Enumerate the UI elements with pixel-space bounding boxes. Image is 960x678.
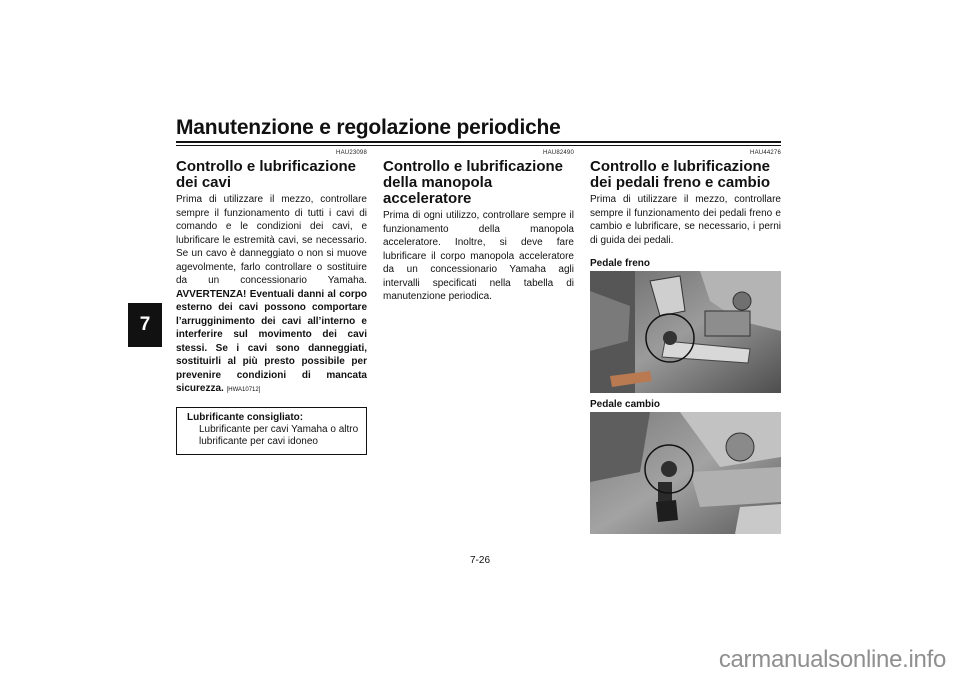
section-heading: Controllo e lubrificazione dei pedali freno e cambio [590, 158, 771, 191]
figure-label-shift: Pedale cambio [590, 399, 661, 410]
section-pedals [590, 150, 781, 534]
chapter-tab: 7 [128, 303, 162, 347]
note-title: Lubrificante consigliato: [187, 411, 304, 423]
section-body: Prima di ogni utilizzo, controllare sempre il funzionamento della manopola acceleratore. Inoltre, si deve fare lubrificare il corpo manopola acceleratore da un concessionario Yamaha agli intervalli specificati nella tabella di manutenzione periodica. [383, 210, 574, 302]
section-throttle [383, 150, 574, 304]
section-code: HAU82490 [543, 150, 574, 156]
shift-pedal-photo [590, 412, 781, 534]
section-code: HAU23098 [336, 150, 367, 156]
section-cables [176, 150, 367, 455]
section-heading: Controllo e lubrificazione dei cavi [176, 158, 357, 191]
body-text: Prima di utilizzare il mezzo, controllare sempre il funzionamento di tutti i cavi di comando e le condizioni dei cavi, e lubrificare le estremità cavi, se necessario. Se un cavo è danneggiato o non si muove agevolmente, farlo controllare o sostituire da un concessionario Yamaha. [176, 194, 367, 286]
figure-label-brake: Pedale freno [590, 258, 651, 269]
note-text: Lubrificante per cavi Yamaha o altro lubrificante per cavi idoneo [199, 423, 359, 447]
header-rule [176, 141, 781, 143]
warning-text: AVVERTENZA! Eventuali danni al corpo esterno dei cavi possono comportare l’arrugginimento dei cavi all’interno e interferire sul movimento dei cavi stessi. Se i cavi sono danneggiati, sostituirli al più presto possibile per prevenire condizioni di mancata sicurezza. [176, 288, 367, 394]
warning-code: [HWA10712] [226, 387, 261, 393]
page-number: 7-26 [469, 555, 490, 566]
section-body: Prima di utilizzare il mezzo, controllare sempre il funzionamento dei pedali freno e cambio e lubrificare, se necessario, i perni di guida dei pedali. [590, 194, 781, 246]
section-code: HAU44276 [750, 150, 781, 156]
page-header [176, 116, 781, 146]
watermark: carmanualsonline.info [718, 646, 946, 673]
lubricant-note-box [176, 407, 367, 455]
page-title: Manutenzione e regolazione periodiche [176, 116, 561, 139]
section-heading: Controllo e lubrificazione della manopola acceleratore [383, 158, 564, 207]
section-body [176, 193, 367, 398]
brake-pedal-photo [590, 271, 781, 393]
header-rule-thin [176, 145, 781, 146]
